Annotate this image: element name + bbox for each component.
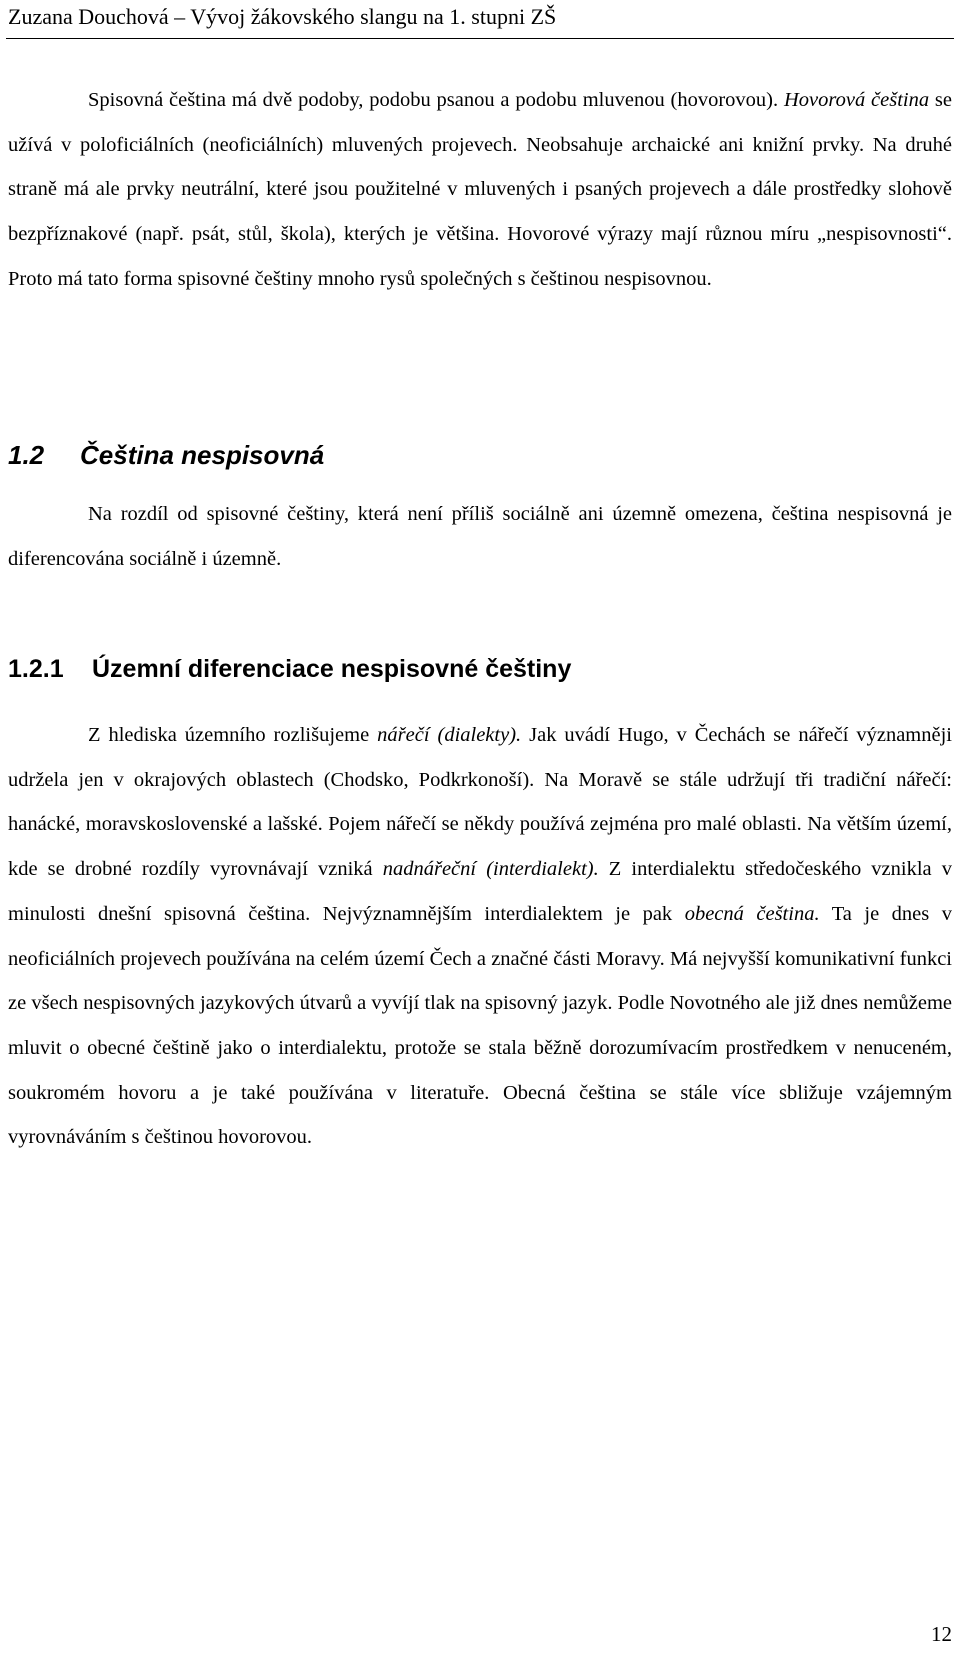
text-run: se užívá v poloficiálních (neoficiálních) mluvených projevech. Neobsahuje archaické ani knižní prvky. Na druhé straně má ale prvky neutrální, které jsou použitelné v mluvených i psaných projevech a dále prostředky slohově bezpříznakové (např. psát, stůl, škola), kterých je většina. Hovorové výrazy mají různou míru „nespisovnosti“. Proto má tato forma spisovné češtiny mnoho rysů společných s češtinou nespisovnou. bbox=[8, 89, 953, 290]
section-heading-1-2 bbox=[8, 438, 324, 472]
section-title: Čeština nespisovná bbox=[80, 440, 325, 470]
emphasis-nadnarecni: nadnářeční (interdialekt). bbox=[382, 858, 599, 881]
text-run: Ta je dnes v neoficiálních projevech používána na celém území Čech a značné části Moravy. Má nejvyšší komunikativní funkci ze všech nespisovných jazykových útvarů a vyvíjí tlak na spisovný jazyk. Podle Novotného ale již dnes nemůžeme mluvit o obecné češtině jako o interdialektu, protože se stala běžně dorozumívacím prostředkem v nenuceném, soukromém hovoru a je také používána v literatuře. Obecná čeština se stále více sbližuje vzájemným vyrovnáváním s češtinou hovorovou. bbox=[8, 902, 952, 1149]
section-heading-1-2-1 bbox=[8, 652, 571, 686]
paragraph-spisovna-cestina bbox=[8, 78, 952, 302]
text-run: Na rozdíl od spisovné češtiny, která není příliš sociálně ani územně omezena, čeština nespisovná je diferencována sociálně i územně. bbox=[8, 503, 952, 570]
paragraph-uzemni-diferenciace bbox=[8, 713, 952, 1160]
emphasis-hovorova-cestina: Hovorová čeština bbox=[783, 89, 930, 111]
text-run: Z hlediska územního rozlišujeme bbox=[88, 724, 378, 746]
page-number: 12 bbox=[931, 1622, 952, 1646]
emphasis-nareci: nářečí (dialekty). bbox=[377, 724, 522, 746]
paragraph-cestina-nespisovna bbox=[8, 492, 952, 581]
text-run: Jak uvádí Hugo, v Čechách se nářečí významněji udržela jen v okrajových oblastech (Chodsko, Podkrkonoší). Na Moravě se stále udržují tři tradiční nářečí: hanácké, moravskoslovenské a lašské. Pojem nářečí se někdy používá zejména pro malé oblasti. Na větším území, kde se drobné rozdíly vyrovnávají vzniká bbox=[8, 724, 952, 881]
text-run: Z interdialektu středočeského vznikla v minulosti dnešní spisovná čeština. Nejvýznamnějším interdialektem je pak bbox=[8, 858, 952, 925]
header-divider bbox=[6, 38, 954, 39]
section-title: Územní diferenciace nespisovné češtiny bbox=[92, 655, 572, 683]
running-header: Zuzana Douchová – Vývoj žákovského slangu na 1. stupni ZŠ bbox=[8, 4, 557, 29]
text-run: Spisovná čeština má dvě podoby, podobu psanou a podobu mluvenou (hovorovou). bbox=[88, 89, 784, 111]
section-number: 1.2 bbox=[8, 440, 45, 470]
emphasis-obecna-cestina: obecná čeština. bbox=[684, 902, 820, 925]
section-number: 1.2.1 bbox=[8, 655, 64, 683]
